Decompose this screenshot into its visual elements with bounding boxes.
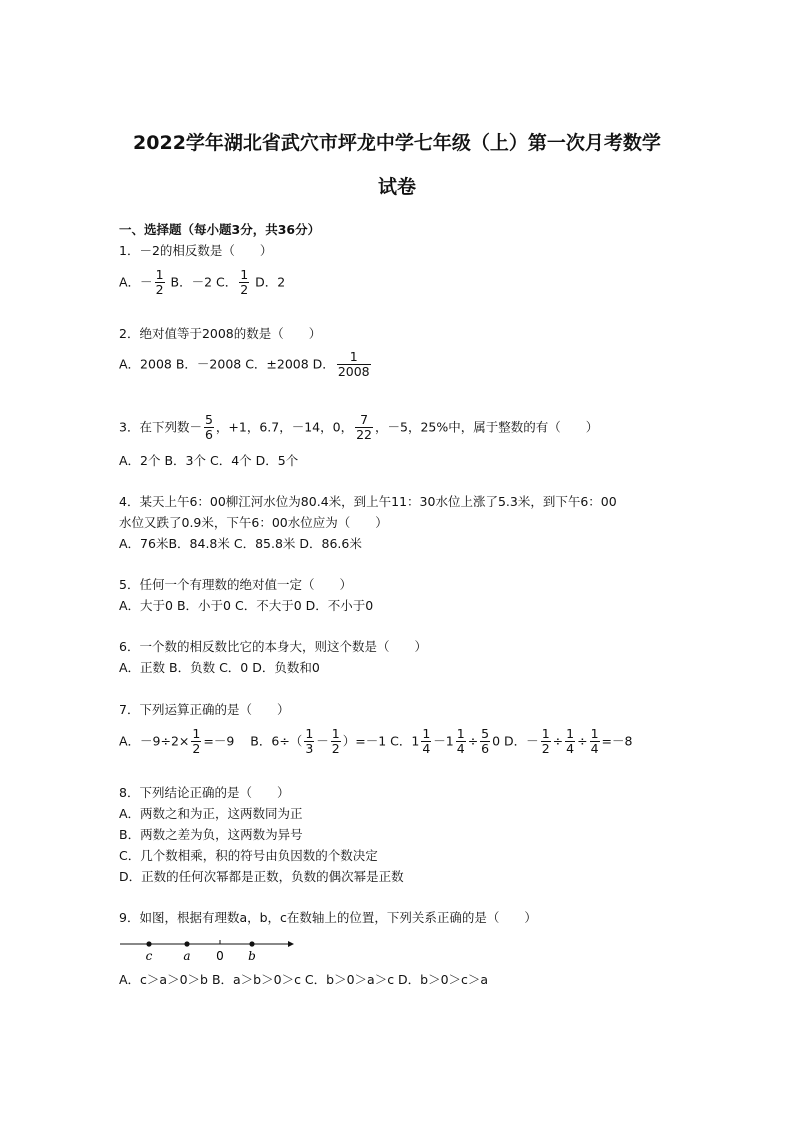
arrow-icon [288, 941, 294, 947]
q3-stem-mid: ，+1，6.7，－14，0， [215, 419, 354, 435]
question-9-options: A．c＞a＞0＞b B．a＞b＞0＞c C．b＞0＞a＞c D．b＞0＞c＞a [119, 972, 489, 987]
label-b: b [248, 949, 256, 963]
exam-title-line1: 2022学年湖北省武穴市坪龙中学七年级（上）第一次月考数学 [133, 132, 661, 154]
fraction: $\frac{1}{2}$ [541, 726, 550, 757]
question-3-stem [119, 413, 598, 443]
q7-option-c-result: 0 D．－ [492, 733, 539, 749]
q1-option-d: D．2 [251, 274, 286, 290]
fraction: $\frac{1}{4}$ [566, 726, 575, 757]
question-4-stem-line1: 4．某天上午6：00柳江河水位为80.4米，到上午11：30水位上涨了5.3米，到下午6：00 [119, 494, 617, 509]
fraction: $\frac{1}{2}$ [192, 726, 201, 757]
fraction: $\frac{1}{2}$ [240, 267, 249, 298]
question-7-options [119, 727, 632, 757]
label-a: a [183, 949, 191, 963]
fraction: $\frac{1}{2}$ [331, 726, 340, 757]
q7-option-a-result: =－9 [203, 733, 235, 749]
fraction: $\frac{1}{2008}$ [337, 349, 370, 380]
question-5-stem: 5．任何一个有理数的绝对值一定（ ） [119, 577, 352, 592]
fraction: $\frac{1}{2}$ [155, 267, 164, 298]
q2-options-text: A．2008 B．－2008 C．±2008 D． [119, 356, 335, 372]
section-heading: 一、选择题（每小题3分，共36分） [119, 222, 321, 237]
question-6-stem: 6．一个数的相反数比它的本身大，则这个数是（ ） [119, 639, 427, 654]
fraction: $\frac{5}{6}$ [204, 412, 213, 443]
divide-sign: ÷ [467, 733, 479, 749]
fraction: $\frac{1}{4}$ [456, 726, 465, 757]
minus-sign: － [316, 733, 329, 749]
q7-option-b-result: ）=－1 C．1 [342, 733, 420, 749]
question-1-options [119, 268, 285, 298]
question-9-stem: 9．如图，根据有理数a，b，c在数轴上的位置，下列关系正确的是（ ） [119, 910, 537, 925]
fraction: $\frac{7}{22}$ [356, 412, 372, 443]
divide-sign: ÷ [552, 733, 564, 749]
divide-sign: ÷ [577, 733, 588, 749]
question-4-stem-line2: 水位又跌了0.9米，下午6：00水位应为（ ） [119, 515, 388, 530]
exam-title-line2: 试卷 [377, 176, 416, 198]
question-4-options: A．76米B．84.8米 C．85.8米 D．86.6米 [119, 536, 362, 551]
fraction: $\frac{5}{6}$ [481, 726, 490, 757]
number-line-figure [118, 935, 298, 965]
question-5-options: A．大于0 B．小于0 C．不大于0 D．不小于0 [119, 598, 374, 613]
minus-sign: －1 [433, 733, 454, 749]
fraction: $\frac{1}{4}$ [422, 726, 431, 757]
q1-option-b: B．－2 C． [166, 274, 238, 290]
fraction: $\frac{1}{3}$ [305, 726, 314, 757]
q7-option-b: B．6÷（ [250, 733, 303, 749]
q7-option-d-result: =－8 [601, 733, 633, 749]
question-8-stem: 8．下列结论正确的是（ ） [119, 785, 290, 800]
label-c: c [145, 949, 153, 963]
question-8-option-c: C．几个数相乘，积的符号由负因数的个数决定 [119, 848, 378, 863]
q1-option-a-label: A．－ [119, 274, 153, 290]
point-b [249, 941, 254, 946]
fraction: $\frac{1}{4}$ [590, 726, 599, 757]
question-3-options: A．2个 B．3个 C．4个 D．5个 [119, 453, 299, 468]
question-6-options: A．正数 B．负数 C．0 D．负数和0 [119, 660, 320, 675]
label-zero: 0 [216, 949, 224, 963]
question-8-option-d: D．正数的任何次幂都是正数，负数的偶次幂是正数 [119, 869, 404, 884]
q3-stem-post: ，－5，25%中，属于整数的有（ ） [375, 419, 599, 435]
question-2-options [119, 350, 373, 380]
question-8-option-a: A．两数之和为正，这两数同为正 [119, 806, 303, 821]
point-c [146, 941, 151, 946]
question-1-stem: 1．－2的相反数是（ ） [119, 243, 273, 258]
point-a [184, 941, 189, 946]
q3-stem-pre: 3．在下列数－ [119, 419, 202, 435]
question-8-option-b: B．两数之差为负，这两数为异号 [119, 827, 303, 842]
question-2-stem: 2．绝对值等于2008的数是（ ） [119, 326, 322, 341]
question-7-stem: 7．下列运算正确的是（ ） [119, 702, 290, 717]
q7-option-a: A．－9÷2× [119, 733, 190, 749]
